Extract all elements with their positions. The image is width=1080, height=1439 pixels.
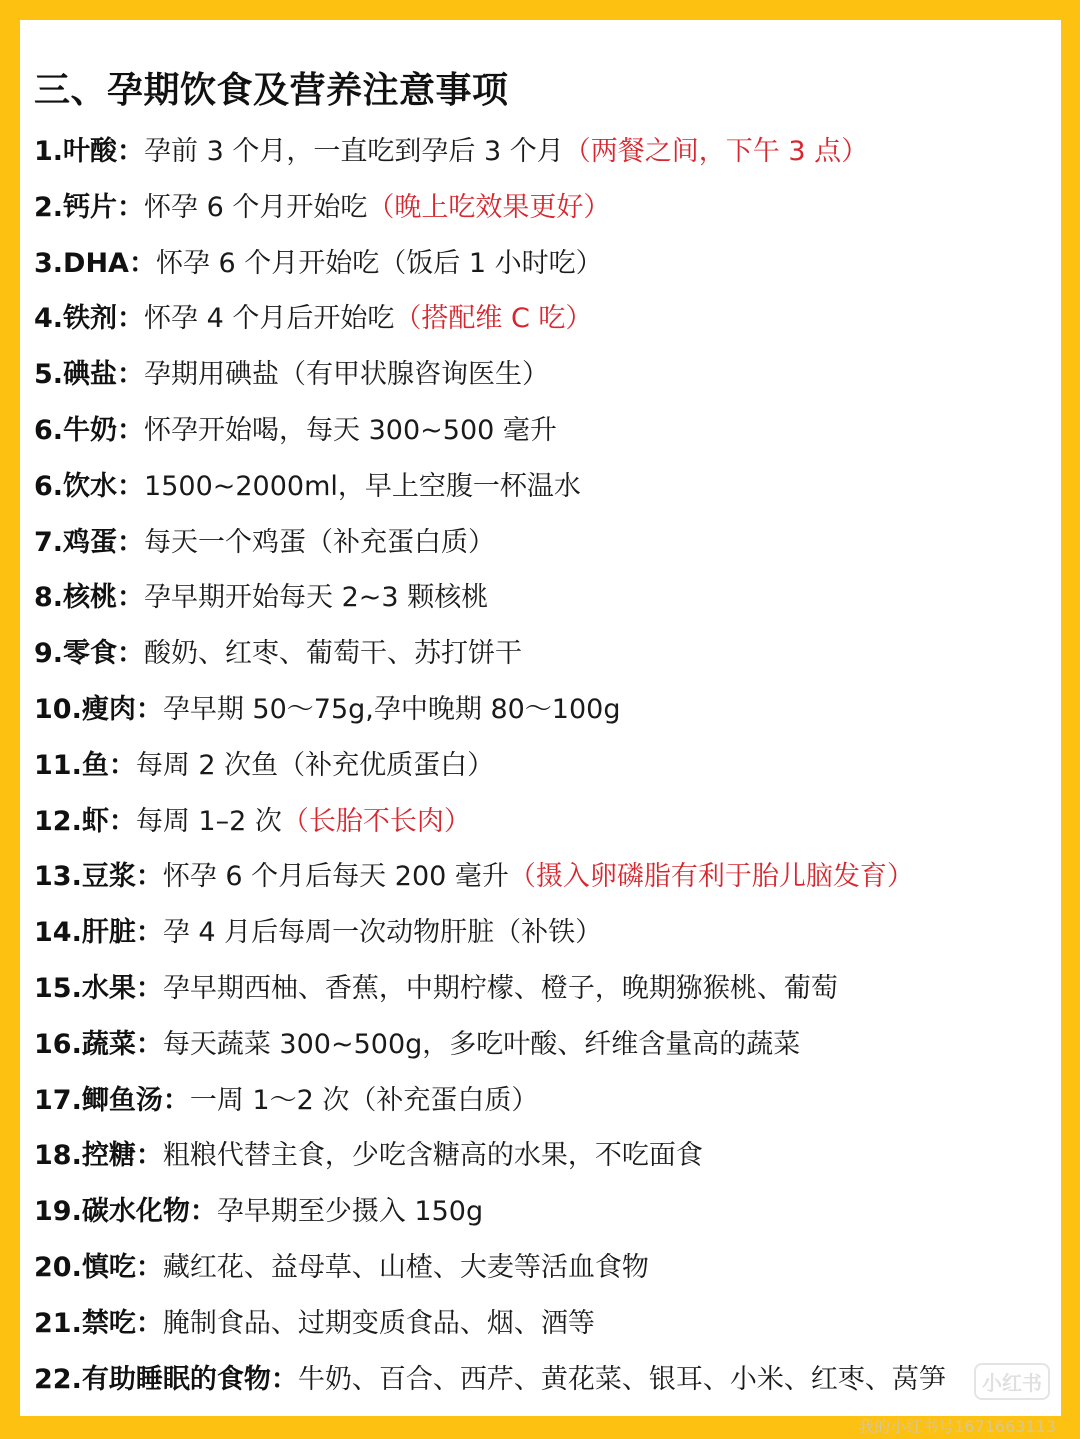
item-label: 6.饮水：: [34, 470, 145, 502]
item-text: 孕前 3 个月，一直吃到孕后 3 个月: [144, 136, 564, 167]
list-item: [34, 1073, 1061, 1129]
item-label: 9.零食：: [34, 638, 145, 670]
item-text: 孕期用碘盐（有甲状腺咨询医生）: [144, 359, 550, 391]
item-label: 18.控糖：: [34, 1140, 163, 1172]
item-label: 10.瘦肉：: [34, 693, 163, 725]
item-label: 4.铁剂：: [34, 303, 145, 335]
item-text: 一周 1～2 次（补充蛋白质）: [189, 1084, 539, 1116]
item-text: 孕早期 50～75g,孕中晚期 80～100g: [162, 693, 621, 725]
list-item: [34, 124, 1061, 180]
list-item: [34, 515, 1061, 571]
watermark: [806, 1359, 1056, 1439]
item-note: （搭配维 C 吃）: [394, 303, 593, 335]
list-item: [34, 682, 1061, 738]
item-text: 怀孕 4 个月后开始吃: [144, 303, 395, 335]
item-label: 15.水果：: [34, 972, 163, 1004]
list-item: [34, 905, 1061, 961]
list-item: [34, 1296, 1061, 1352]
item-label: 6.牛奶：: [34, 414, 145, 446]
item-label: 5.碘盐：: [34, 359, 145, 391]
list-item: [34, 1184, 1061, 1240]
list-item: [34, 626, 1061, 682]
item-label: 12.虾：: [34, 805, 136, 837]
item-label: 2.钙片：: [34, 191, 145, 223]
item-text: 孕早期至少摄入 150g: [216, 1196, 484, 1228]
item-label: 14.肝脏：: [34, 917, 163, 949]
page-title: 三、孕期饮食及营养注意事项: [34, 70, 509, 111]
list-item: [34, 794, 1061, 850]
item-label: 19.碳水化物：: [34, 1196, 217, 1228]
item-text: 孕早期西柚、香蕉，中期柠檬、橙子，晚期猕猴桃、葡萄: [162, 972, 838, 1004]
item-label: 22.有助睡眠的食物：: [34, 1363, 298, 1395]
item-list: [34, 124, 1061, 1407]
item-text: 怀孕 6 个月开始吃（饭后 1 小时吃）: [155, 247, 603, 279]
list-item: [34, 1240, 1061, 1296]
watermark-logo: 小红书: [974, 1363, 1050, 1400]
item-note: （长胎不长肉）: [281, 805, 471, 837]
item-note: （晚上吃效果更好）: [367, 191, 611, 223]
item-label: 1.叶酸：: [34, 136, 145, 167]
list-item: [34, 1017, 1061, 1073]
item-text: 每天一个鸡蛋（补充蛋白质）: [144, 526, 496, 558]
list-item: [34, 291, 1061, 347]
list-item: [34, 1128, 1061, 1184]
item-text: 1500~2000ml，早上空腹一杯温水: [144, 470, 581, 502]
list-item: [34, 961, 1061, 1017]
item-text: 腌制食品、过期变质食品、烟、酒等: [162, 1307, 595, 1339]
item-text: 粗粮代替主食，少吃含糖高的水果，不吃面食: [162, 1140, 703, 1172]
list-item: [34, 849, 1061, 905]
item-label: 17.鲫鱼汤：: [34, 1084, 190, 1116]
item-label: 20.慎吃：: [34, 1251, 163, 1283]
item-text: 孕早期开始每天 2~3 颗核桃: [144, 582, 489, 614]
content-card: [20, 20, 1061, 1416]
list-item: [34, 347, 1061, 403]
item-label: 8.核桃：: [34, 582, 145, 614]
watermark-account: 我的小红书号1671663113: [858, 1417, 1056, 1436]
item-note: （摄入卵磷脂有利于胎儿脑发育）: [508, 861, 914, 893]
item-text: 怀孕 6 个月开始吃: [144, 191, 368, 223]
list-item: [34, 570, 1061, 626]
item-text: 牛奶、百合、西芹、黄花菜、银耳、小米、红枣、莴笋: [297, 1363, 946, 1395]
item-text: 每周 1–2 次: [135, 805, 282, 837]
list-item: [34, 459, 1061, 515]
item-label: 21.禁吃：: [34, 1307, 163, 1339]
item-text: 每天蔬菜 300~500g，多吃叶酸、纤维含量高的蔬菜: [162, 1028, 801, 1060]
item-text: 怀孕 6 个月后每天 200 毫升: [162, 861, 509, 893]
list-item: [34, 180, 1061, 236]
item-label: 16.蔬菜：: [34, 1028, 163, 1060]
item-text: 藏红花、益母草、山楂、大麦等活血食物: [162, 1251, 649, 1283]
list-item: [34, 236, 1061, 292]
list-item: [34, 403, 1061, 459]
item-text: 孕 4 月后每周一次动物肝脏（补铁）: [162, 917, 603, 949]
item-note: （两餐之间，下午 3 点）: [563, 136, 869, 167]
item-label: 13.豆浆：: [34, 861, 163, 893]
item-text: 每周 2 次鱼（补充优质蛋白）: [135, 749, 495, 781]
item-label: 3.DHA：: [34, 247, 156, 279]
item-text: 怀孕开始喝，每天 300~500 毫升: [144, 414, 557, 446]
item-label: 7.鸡蛋：: [34, 526, 145, 558]
item-label: 11.鱼：: [34, 749, 136, 781]
list-item: [34, 738, 1061, 794]
item-text: 酸奶、红枣、葡萄干、苏打饼干: [144, 638, 523, 670]
